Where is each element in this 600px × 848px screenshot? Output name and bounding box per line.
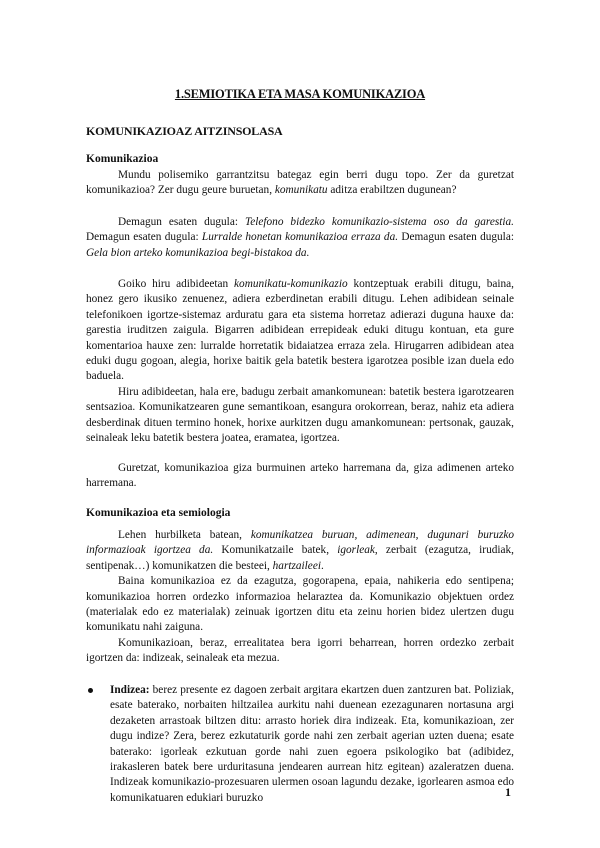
paragraph-6: Lehen hurbilketa batean, komunikatzea buruan, adimenean, dugunari buruzko informazioak igortzea da. Komunikatzaile batek, igorleak, zerbait (ezagutza, irudiak, sentipenak…) komunikatzen die besteei, hartzaileei. Baina komunikazioa ez da ezagutza, gogorapena, epaia, nahikeria edo sentipena; komunikazioa horren ordezko informazioa helaraztea da. Komunikazio objektuen ordez (materialak edo ez materialak) zeinuak igortzen ditu eta zeinu horien bidez ulertzen dugu komunikatu nahi zaiguna. Komunikazioan, beraz, errealitatea bera igorri beharrean, horren ordezko zerbait igortzen da: indizeak, seinaleak eta mezua. — [86, 528, 514, 667]
bullet-text: berez presente ez dagoen zerbait argitara ekartzen duen zantzuren bat. Poliziak, esate baterako, norbaiten hiltzailea aurkitu nahi duenean ezezagunaren nortasuna argi dezaketen arrastoak biltzen ditu: arrasto horiek dira indizeak. Eta, komunikazioan, zer dugu indize? Zera, berez ezkutaturik gorde nahi zen zerbait agerian uzten duena; esate baterako: igorleak ezkutuan gorde nahi zuen egoera psikologiko bat (adibidez, irakasleren batek bere urduritasuna jendearen aurrean hitz egitean) azaleratzen duena. Indizeak komunikazio-prozesuaren ulermen osoan lagundu dezake, igorlearen asmoa edo komunikatuaren edukiari buruzko — [110, 684, 514, 804]
paragraph-4: Hiru adibideetan, hala ere, badugu zerbait amankomunean: batetik bestera igarotzearen sentsazioa. Komunikatzearen gune semantikoan, esangura orokorrean, beraz, nahiz eta adiera desberdinak dituen termino honek, horixe aurkitzen dugu amankomunean: pertsonak, gauzak, seinaleak leku batetik bestera joatea, eramatea, igortzea. — [86, 386, 514, 445]
paragraph-1: Mundu polisemiko garrantzitsu bategaz egin berri dugu topo. Zer da guretzat komunikazioa? Zer dugu geure buruetan, komunikatu aditza erabiltzen dugunean? — [86, 169, 514, 197]
paragraph-8: Komunikazioan, beraz, errealitatea bera igorri beharrean, horren ordezko zerbait igortzen da: indizeak, seinaleak eta mezua. — [86, 636, 514, 665]
document-title: 1.SEMIOTIKA ETA MASA KOMUNIKAZIOA — [174, 87, 426, 101]
section-heading: KOMUNIKAZIOAZ AITZINSOLASA — [86, 124, 283, 138]
paragraph-2: Demagun esaten dugula: Telefono bidezko komunikazio-sistema oso da garestia. Demagun esaten dugula: Lurralde honetan komunikazioa erraza da. Demagun esaten dugula: Gela bion arteko komunikazioa begi-bistakoa da. — [86, 216, 515, 259]
bullet-dot-icon — [88, 688, 93, 693]
page-number: 1 — [505, 785, 511, 799]
paragraph-3: Goiko hiru adibideetan komunikatu-komunikazio kontzeptuak erabili ditugu, baina, honez gero ikusiko zenuenez, adiera ezberdinetan erabili ditugu. Lehen adibidean seinale telefonikoen igortze-sistemaz arduratu gara eta sistema horretaz adierazi duguna hauxe da: garestia iruditzen zaigula. Bigarren adibidean errepideak eduki ditugu kontuan, eta gure komentarioa hauxe zen: lurralde horretatik bidaiatzea erraza zela. Hirugarren adibidean atea eduki dugu gogoan, alegia, horixe baitik gela batetik bestera igarotzea posible izan duela edo baduela. — [86, 278, 515, 383]
paragraph-5: Guretzat, komunikazioa giza burmuinen arteko harremana da, giza adimenen arteko harremana. — [86, 462, 514, 490]
subsection-heading-semiologia: Komunikazioa eta semiologia — [86, 507, 231, 519]
subsection-heading-komunikazioa: Komunikazioa — [86, 153, 159, 165]
bullet-label: Indizea: — [110, 684, 150, 696]
paragraph-7: Baina komunikazioa ez da ezagutza, gogorapena, epaia, nahikeria edo sentipena; komunikazioa horren ordezko informazioa helaraztea da. Komunikazio objektuen ordez (materialak edo ez materialak) zeinuak igortzen ditu eta zeinu horien bidez ulertzen dugu komunikatu nahi zaiguna. — [86, 575, 514, 634]
bullet-item-indizea — [86, 683, 514, 806]
